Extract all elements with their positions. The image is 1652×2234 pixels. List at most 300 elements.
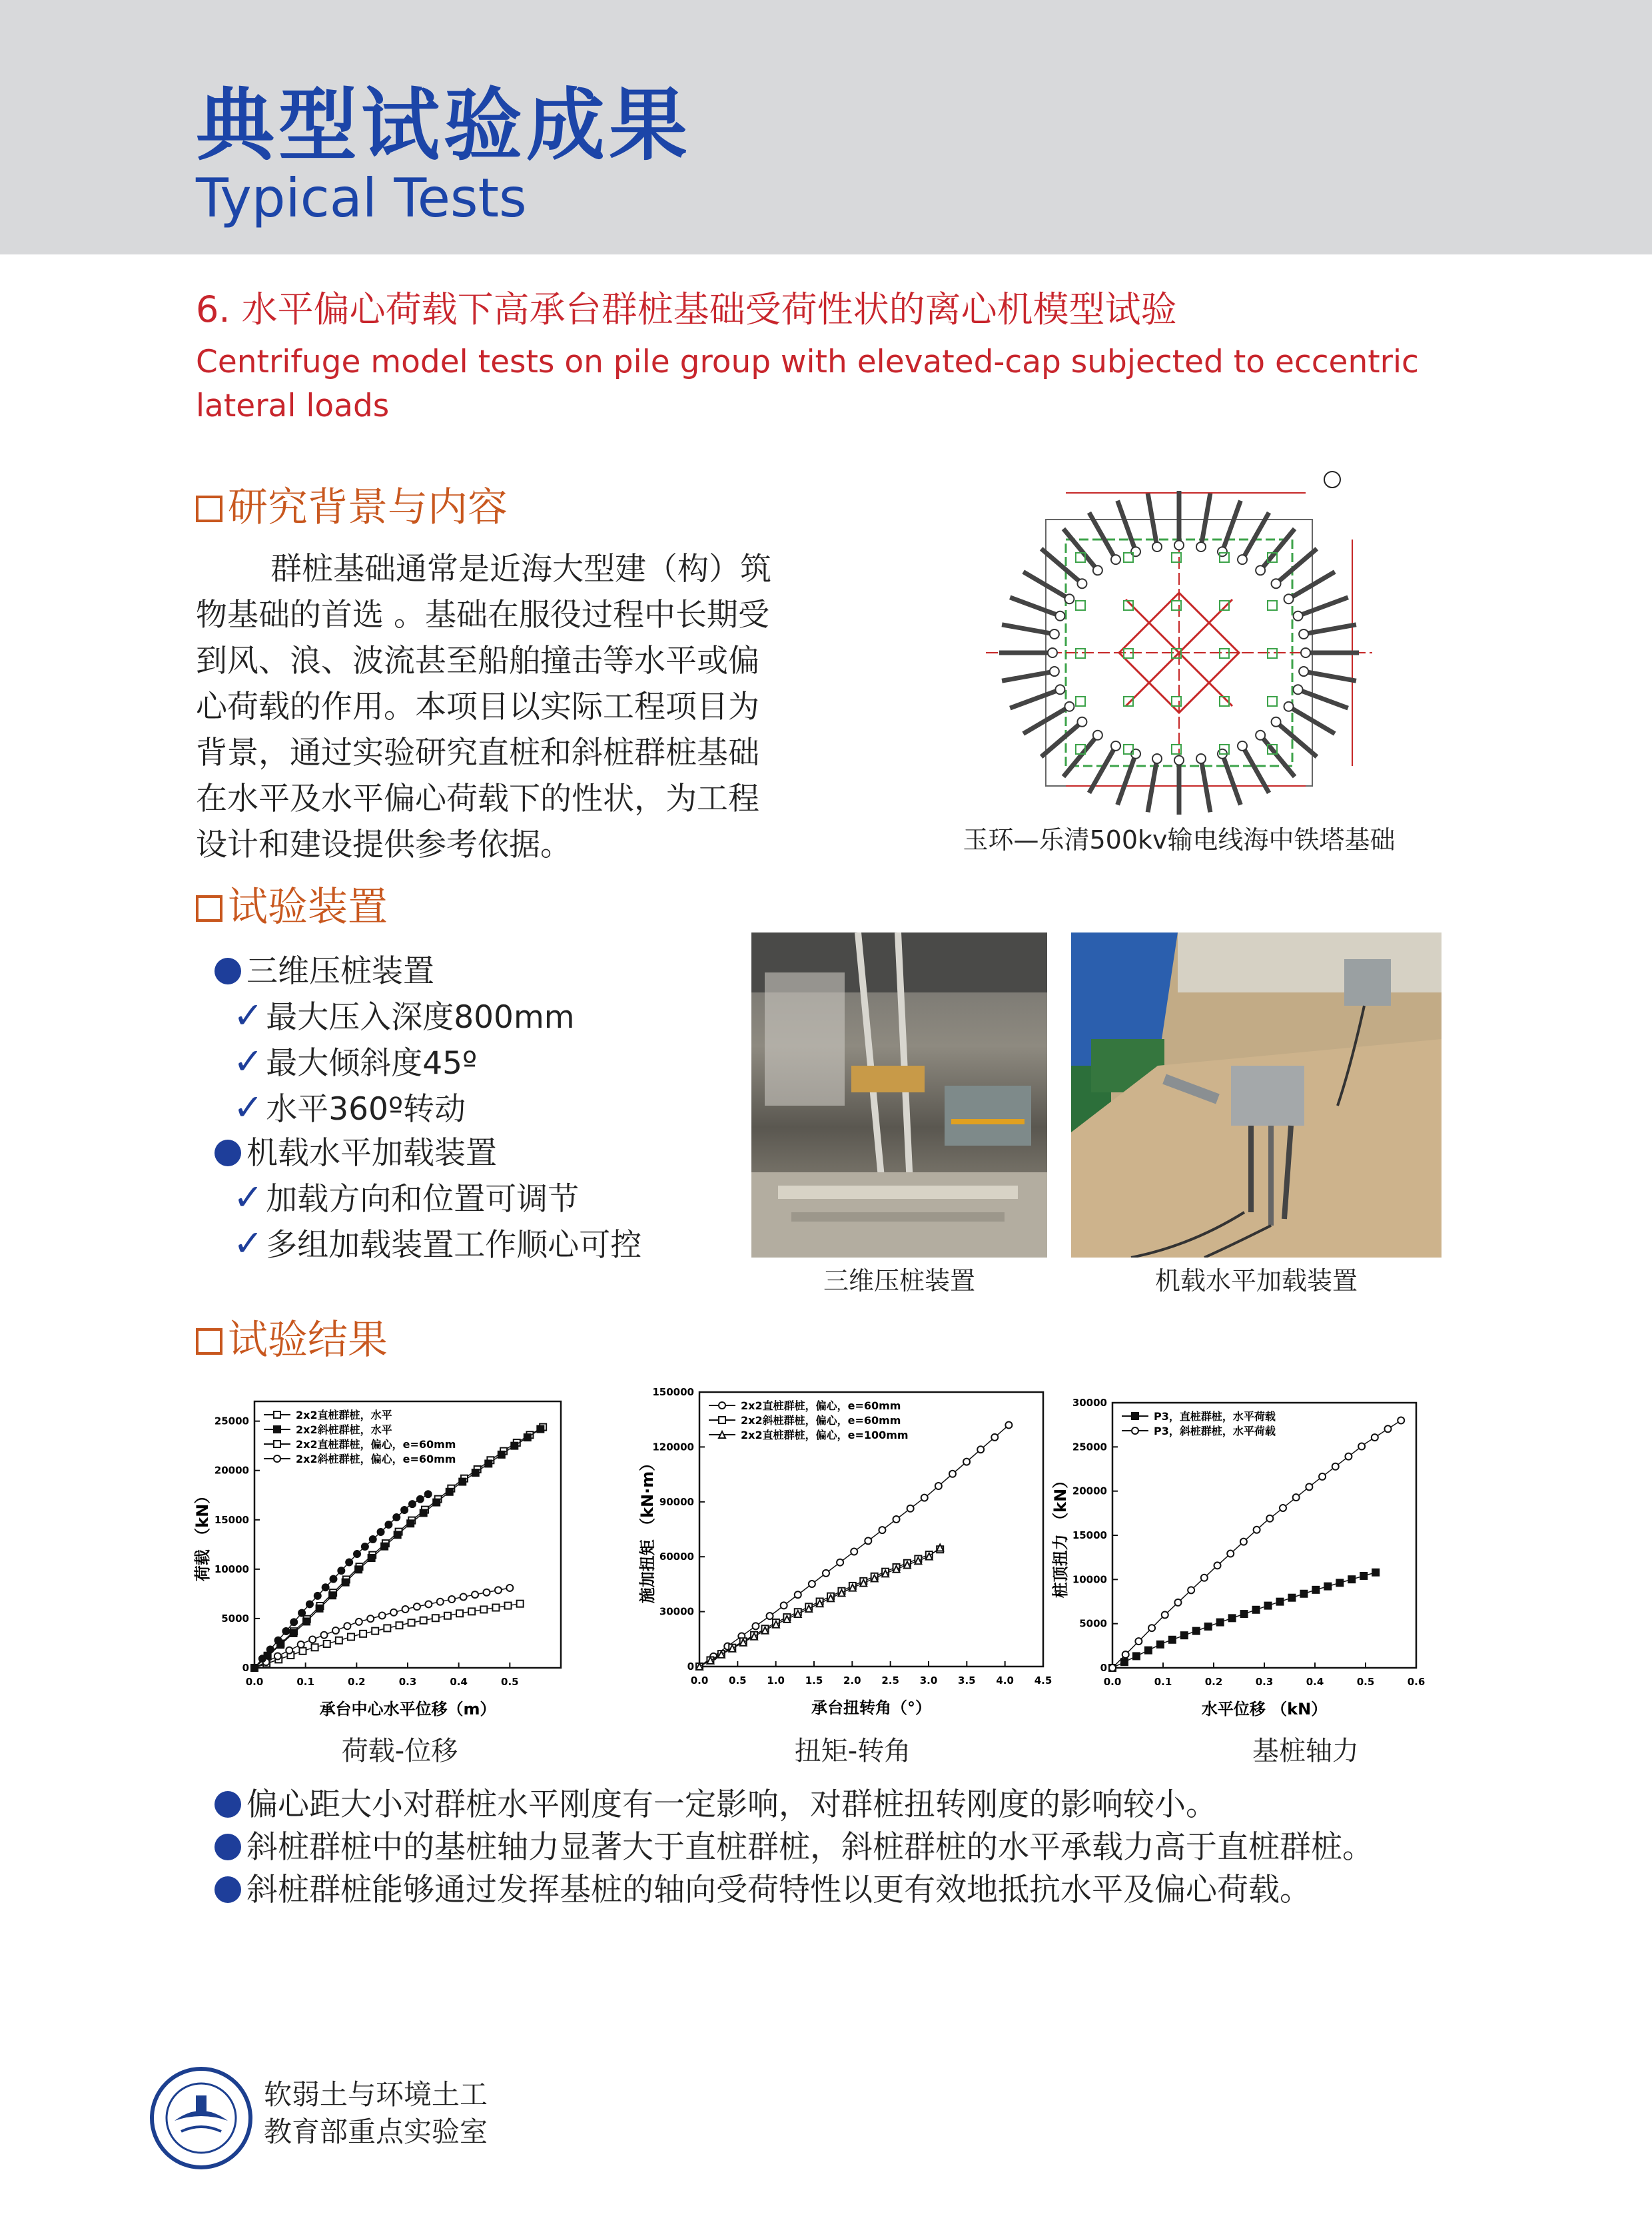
inclined-pile — [1118, 501, 1136, 552]
background-line: 物基础的首选 。基础在服役过程中长期受 — [196, 597, 769, 633]
data-point — [329, 1592, 336, 1599]
data-point — [409, 1501, 416, 1507]
background-line: 设计和建设提供参考依据。 — [196, 827, 572, 863]
data-point — [267, 1647, 274, 1653]
data-point — [719, 1402, 725, 1409]
data-point — [1288, 1595, 1295, 1601]
legend-label: 2x2直桩群桩，水平 — [296, 1409, 392, 1421]
inclined-pile — [1222, 754, 1240, 805]
photo1-caption: 三维压桩装置 — [823, 1266, 975, 1296]
x-tick-label: 0.1 — [296, 1676, 314, 1688]
data-point — [396, 1622, 402, 1629]
pile-head — [1111, 741, 1120, 751]
chart-caption-pile-axial-force: 基桩轴力 — [1252, 1736, 1359, 1766]
data-point — [401, 1507, 408, 1513]
apparatus-item: 机载水平加载装置 — [214, 1132, 641, 1176]
data-point — [368, 1555, 375, 1561]
data-point — [378, 1529, 384, 1535]
data-point — [381, 1543, 388, 1550]
data-point — [312, 1644, 318, 1651]
data-point — [314, 1593, 321, 1599]
data-point — [298, 1610, 305, 1617]
data-point — [921, 1495, 928, 1501]
data-point — [1348, 1576, 1355, 1583]
pile-head — [1174, 541, 1184, 550]
pile-head — [1152, 542, 1162, 552]
data-point — [274, 1426, 280, 1433]
data-point — [286, 1647, 292, 1654]
background-heading: 研究背景与内容 — [196, 481, 508, 534]
data-point — [1312, 1587, 1319, 1593]
inclined-pile — [1063, 735, 1097, 777]
data-point — [472, 1591, 478, 1598]
data-point — [360, 1631, 366, 1637]
pile-head — [1256, 565, 1265, 575]
pile-head — [1174, 756, 1184, 765]
data-point — [1332, 1463, 1339, 1470]
data-point — [408, 1619, 415, 1626]
y-tick-label: 15000 — [214, 1513, 249, 1526]
data-point — [274, 1411, 280, 1418]
data-point — [949, 1471, 956, 1477]
data-point — [303, 1618, 310, 1625]
data-point — [851, 1549, 857, 1555]
square-bullet-icon — [196, 496, 222, 522]
drawing-caption: 玉环—乐清500kv输电线海中铁塔基础 — [963, 825, 1396, 855]
pile-head — [1196, 754, 1206, 763]
data-point — [524, 1434, 531, 1441]
data-point — [823, 1570, 829, 1577]
y-tick-label: 150000 — [652, 1386, 694, 1398]
vertical-pile — [1076, 601, 1085, 610]
data-point — [342, 1579, 349, 1586]
data-point — [1300, 1591, 1307, 1597]
data-point — [448, 1596, 455, 1603]
data-point — [1181, 1632, 1188, 1639]
x-tick-label: 3.0 — [919, 1675, 938, 1686]
data-point — [372, 1628, 378, 1635]
data-point — [1205, 1623, 1212, 1630]
data-point — [432, 1615, 439, 1621]
data-point — [1360, 1573, 1367, 1579]
data-point — [420, 1509, 427, 1516]
data-point — [907, 1505, 914, 1512]
pile-head — [1294, 685, 1303, 694]
data-point — [446, 1489, 453, 1495]
university-seal-logo — [148, 2065, 254, 2171]
y-axis-label: 桩顶扭力 （kN） — [1051, 1472, 1070, 1599]
x-tick-label: 0.1 — [1154, 1676, 1172, 1688]
y-tick-label: 30000 — [1072, 1397, 1107, 1409]
x-tick-label: 0.6 — [1407, 1676, 1426, 1688]
y-tick-label: 60000 — [659, 1551, 694, 1563]
data-point — [1135, 1638, 1142, 1645]
data-point — [460, 1593, 467, 1600]
data-point — [1109, 1665, 1116, 1671]
x-tick-label: 0.5 — [729, 1675, 747, 1686]
pile-head — [1064, 702, 1074, 711]
data-point — [1385, 1425, 1392, 1432]
data-point — [354, 1551, 360, 1557]
bullet-dot-icon — [214, 1834, 241, 1860]
pile-head — [1272, 717, 1281, 727]
inclined-pile — [1298, 597, 1348, 616]
vertical-pile — [1076, 697, 1085, 706]
data-point — [1201, 1575, 1208, 1581]
data-point — [495, 1587, 502, 1593]
pile-head — [1050, 629, 1059, 639]
chart-torque-rotation — [613, 1379, 1052, 1732]
data-point — [879, 1527, 885, 1533]
x-tick-label: 0.4 — [450, 1676, 468, 1688]
pile-head — [1294, 611, 1303, 621]
x-tick-label: 3.5 — [958, 1675, 976, 1686]
data-point — [1162, 1611, 1168, 1618]
data-point — [1280, 1505, 1286, 1511]
data-point — [425, 1491, 432, 1497]
data-point — [316, 1605, 323, 1612]
legend-label: 2x2斜桩群桩，水平 — [296, 1423, 392, 1436]
checkmark-icon: ✓ — [233, 1222, 264, 1264]
photo-3d-pile-driver — [751, 932, 1047, 1258]
y-tick-label: 25000 — [1072, 1441, 1107, 1453]
legend-label: 2x2直桩群桩，偏心，e=100mm — [741, 1429, 909, 1441]
data-point — [330, 1576, 336, 1583]
page-title-en: Typical Tests — [196, 167, 527, 229]
x-tick-label: 0.3 — [398, 1676, 417, 1688]
lab-name-line2: 教育部重点实验室 — [264, 2115, 488, 2148]
data-point — [459, 1479, 466, 1485]
data-point — [1214, 1562, 1221, 1569]
data-point — [1336, 1579, 1343, 1586]
pile-head — [1284, 702, 1294, 711]
data-point — [511, 1443, 518, 1449]
data-point — [767, 1613, 773, 1619]
conclusion-item: 偏心距大小对群桩水平刚度有一定影响，对群桩扭转刚度的影响较小。 — [214, 1784, 1374, 1826]
x-tick-label: 2.0 — [843, 1675, 861, 1686]
data-point — [517, 1601, 524, 1607]
x-tick-label: 4.0 — [996, 1675, 1014, 1686]
background-line: 群桩基础通常是近海大型建（构）筑 — [270, 551, 771, 587]
y-tick-label: 15000 — [1072, 1529, 1107, 1541]
data-point — [1358, 1443, 1365, 1450]
data-point — [1293, 1494, 1300, 1501]
data-point — [719, 1417, 725, 1423]
data-point — [1217, 1619, 1224, 1626]
data-point — [306, 1601, 313, 1607]
data-point — [492, 1605, 499, 1611]
data-point — [384, 1625, 390, 1631]
data-point — [505, 1603, 512, 1609]
pile-head — [1111, 555, 1120, 564]
y-tick-label: 30000 — [659, 1605, 694, 1618]
pile-head — [1238, 741, 1247, 751]
y-tick-label: 20000 — [214, 1464, 249, 1477]
data-point — [444, 1613, 451, 1619]
inclined-pile — [1298, 689, 1348, 708]
data-point — [367, 1615, 374, 1622]
data-point — [275, 1637, 282, 1644]
apparatus-heading: 试验装置 — [196, 881, 388, 934]
y-axis-label: 荷载 （kN） — [193, 1487, 212, 1582]
chart-load-displacement — [193, 1385, 580, 1732]
y-tick-label: 5000 — [221, 1612, 249, 1625]
photo-onboard-loading-device — [1071, 932, 1442, 1258]
data-point — [1398, 1417, 1404, 1424]
x-tick-label: 0.0 — [245, 1676, 264, 1688]
vertical-pile — [1268, 601, 1277, 610]
data-point — [1253, 1607, 1260, 1613]
bullet-dot-icon — [214, 1140, 241, 1166]
pile-head — [1077, 717, 1086, 727]
data-point — [472, 1469, 479, 1476]
data-point — [937, 1544, 943, 1551]
pile-head — [1064, 594, 1074, 603]
pile-head — [1055, 611, 1064, 621]
y-tick-label: 120000 — [652, 1441, 694, 1453]
data-point — [420, 1617, 427, 1624]
chart-caption-torque-rotation: 扭矩-转角 — [794, 1736, 911, 1766]
inclined-pile — [1118, 754, 1136, 805]
data-point — [991, 1434, 998, 1441]
data-point — [963, 1459, 970, 1465]
square-bullet-icon — [196, 1328, 222, 1355]
data-point — [1324, 1583, 1331, 1590]
data-point — [1174, 1599, 1181, 1606]
x-tick-label: 0.2 — [348, 1676, 366, 1688]
conclusion-item: 斜桩群桩能够通过发挥基桩的轴向受荷特性以更有效地抵抗水平及偏心荷载。 — [214, 1869, 1374, 1912]
data-point — [1372, 1569, 1379, 1576]
pile-head — [1299, 667, 1308, 676]
inclined-pile — [1260, 735, 1294, 777]
inclined-pile — [1276, 722, 1317, 757]
x-axis-label: 承台扭转角（°） — [811, 1698, 931, 1717]
apparatus-item: ✓加载方向和位置可调节 — [233, 1176, 580, 1218]
page-title-cn: 典型试验成果 — [196, 79, 692, 171]
data-point — [393, 1514, 400, 1521]
data-point — [1254, 1527, 1260, 1533]
data-point — [1148, 1625, 1155, 1631]
apparatus-item: ✓最大压入深度800mm — [233, 994, 575, 1036]
data-point — [1188, 1587, 1194, 1593]
inclined-pile — [1304, 671, 1356, 681]
pile-head — [1238, 555, 1247, 564]
apparatus-list — [214, 950, 641, 1268]
data-point — [259, 1655, 266, 1662]
pile-head — [1256, 731, 1265, 740]
photo2-caption: 机载水平加载装置 — [1154, 1266, 1358, 1296]
data-point — [1229, 1615, 1236, 1621]
data-point — [338, 1567, 344, 1574]
legend-label: P3，斜桩群桩，水平荷载 — [1154, 1425, 1276, 1437]
pile-head — [1301, 648, 1310, 657]
data-point — [893, 1516, 900, 1523]
apparatus-item: ✓最大倾斜度45º — [233, 1040, 478, 1082]
data-point — [1372, 1434, 1378, 1441]
data-point — [456, 1610, 463, 1617]
x-tick-label: 0.0 — [1103, 1676, 1122, 1688]
chart-caption-load-displacement: 荷载-位移 — [341, 1736, 458, 1766]
pile-head — [1272, 579, 1281, 588]
data-point — [865, 1537, 871, 1544]
bullet-dot-icon — [214, 958, 241, 984]
data-point — [299, 1648, 306, 1655]
inclined-pile — [1260, 529, 1294, 570]
legend-label: 2x2直桩群桩，偏心，e=60mm — [296, 1438, 456, 1451]
section-title-en-line2: lateral loads — [196, 388, 390, 424]
pile-head — [1152, 754, 1162, 763]
background-line: 在水平及水平偏心荷载下的性状，为工程 — [196, 781, 759, 817]
data-point — [1276, 1599, 1283, 1605]
data-point — [1306, 1483, 1312, 1490]
x-tick-label: 0.0 — [690, 1675, 709, 1686]
data-point — [362, 1543, 368, 1550]
background-paragraph — [196, 546, 771, 868]
data-point — [309, 1636, 316, 1643]
series-line — [1112, 1421, 1401, 1668]
data-point — [433, 1499, 440, 1506]
y-tick-label: 90000 — [659, 1495, 694, 1508]
legend-label: 2x2直桩群桩，偏心，e=60mm — [741, 1399, 901, 1412]
plot-frame — [1112, 1403, 1416, 1668]
checkmark-icon: ✓ — [233, 994, 264, 1036]
x-tick-label: 4.5 — [1034, 1675, 1052, 1686]
x-axis-label: 水平位移 （kN） — [1201, 1700, 1328, 1718]
data-point — [1319, 1473, 1326, 1480]
data-point — [290, 1619, 297, 1625]
data-point — [344, 1623, 350, 1629]
x-tick-label: 1.0 — [767, 1675, 785, 1686]
data-point — [977, 1446, 984, 1453]
pile-head — [1055, 685, 1064, 694]
data-point — [468, 1608, 475, 1615]
data-point — [1132, 1427, 1138, 1434]
data-point — [390, 1609, 397, 1616]
data-point — [414, 1603, 420, 1610]
checkmark-icon: ✓ — [233, 1176, 264, 1218]
data-point — [274, 1441, 280, 1447]
data-point — [1145, 1647, 1152, 1654]
data-point — [1266, 1515, 1273, 1522]
inclined-pile — [1222, 501, 1240, 552]
pile-layout-drawing — [959, 466, 1399, 826]
data-point — [1157, 1641, 1164, 1648]
background-line: 背景，通过实验研究直桩和斜桩群桩基础 — [196, 735, 759, 771]
x-tick-label: 0.4 — [1306, 1676, 1324, 1688]
apparatus-item: ✓水平360º转动 — [233, 1086, 466, 1128]
x-tick-label: 1.5 — [805, 1675, 823, 1686]
data-point — [394, 1531, 401, 1538]
data-point — [1122, 1651, 1129, 1658]
data-point — [483, 1589, 490, 1596]
data-point — [1133, 1653, 1140, 1659]
pile-head — [1093, 565, 1102, 575]
data-point — [251, 1665, 258, 1671]
data-point — [1227, 1551, 1234, 1557]
data-point — [425, 1601, 432, 1607]
square-bullet-icon — [196, 895, 222, 922]
inclined-pile — [1276, 549, 1317, 583]
data-point — [385, 1521, 392, 1528]
x-tick-label: 0.5 — [501, 1676, 519, 1688]
x-tick-label: 0.3 — [1255, 1676, 1274, 1688]
data-point — [781, 1602, 787, 1609]
data-point — [356, 1619, 362, 1625]
data-point — [290, 1630, 297, 1637]
conclusions-list — [214, 1784, 1374, 1912]
data-point — [498, 1451, 505, 1458]
checkmark-icon: ✓ — [233, 1040, 264, 1082]
apparatus-item: ✓多组加载装置工作顺心可控 — [233, 1222, 642, 1264]
bullet-dot-icon — [214, 1791, 241, 1818]
data-point — [407, 1520, 414, 1527]
data-point — [719, 1431, 725, 1438]
background-line: 到风、浪、波流甚至船舶撞击等水平或偏 — [196, 643, 759, 679]
pile-head — [1299, 629, 1308, 639]
bullet-dot-icon — [214, 1876, 241, 1903]
data-point — [402, 1606, 409, 1613]
results-heading: 试验结果 — [196, 1313, 388, 1367]
background-line: 心荷载的作用。本项目以实际工程项目为 — [196, 689, 759, 725]
data-point — [1005, 1421, 1012, 1428]
section-title-en-line1: Centrifuge model tests on pile group with elevated-cap subjected to eccentric — [196, 344, 1419, 380]
y-axis-label: 施加扭矩 （kN·m） — [638, 1455, 657, 1604]
chart-pile-axial-force — [1039, 1385, 1439, 1732]
y-tick-label: 20000 — [1072, 1485, 1107, 1497]
data-point — [417, 1496, 424, 1503]
data-point — [348, 1634, 354, 1641]
x-tick-label: 0.5 — [1356, 1676, 1375, 1688]
y-tick-label: 25000 — [214, 1415, 249, 1427]
data-point — [370, 1536, 376, 1543]
y-tick-label: 0 — [242, 1662, 249, 1674]
section-title-cn: 6. 水平偏心荷载下高承台群桩基础受荷性状的离心机模型试验 — [196, 288, 1177, 330]
data-point — [506, 1585, 513, 1591]
data-point — [837, 1559, 843, 1566]
pile-head — [1050, 667, 1059, 676]
series-line — [699, 1425, 1009, 1667]
data-point — [298, 1641, 304, 1648]
y-tick-label: 0 — [1100, 1662, 1107, 1674]
legend-label: 2x2斜桩群桩，偏心，e=60mm — [296, 1453, 456, 1465]
pile-head — [1196, 542, 1206, 552]
inclined-pile — [1002, 671, 1054, 681]
data-point — [332, 1627, 339, 1634]
y-tick-label: 5000 — [1079, 1617, 1107, 1630]
data-point — [809, 1581, 815, 1587]
inclined-pile — [1010, 689, 1060, 708]
data-point — [1169, 1637, 1176, 1643]
data-point — [1193, 1628, 1200, 1635]
data-point — [1132, 1413, 1138, 1419]
data-point — [1265, 1603, 1272, 1609]
data-point — [752, 1623, 759, 1629]
data-point — [1241, 1611, 1248, 1617]
inclined-pile — [1304, 625, 1356, 634]
y-tick-label: 10000 — [1072, 1573, 1107, 1586]
data-point — [321, 1632, 328, 1639]
data-point — [282, 1628, 289, 1635]
vertical-pile — [1268, 697, 1277, 706]
x-tick-label: 2.5 — [881, 1675, 899, 1686]
data-point — [1240, 1539, 1247, 1545]
y-tick-label: 10000 — [214, 1563, 249, 1575]
y-tick-label: 0 — [687, 1661, 694, 1673]
pile-head — [1077, 579, 1086, 588]
data-point — [274, 1653, 281, 1659]
data-point — [485, 1460, 492, 1467]
data-point — [322, 1584, 329, 1591]
